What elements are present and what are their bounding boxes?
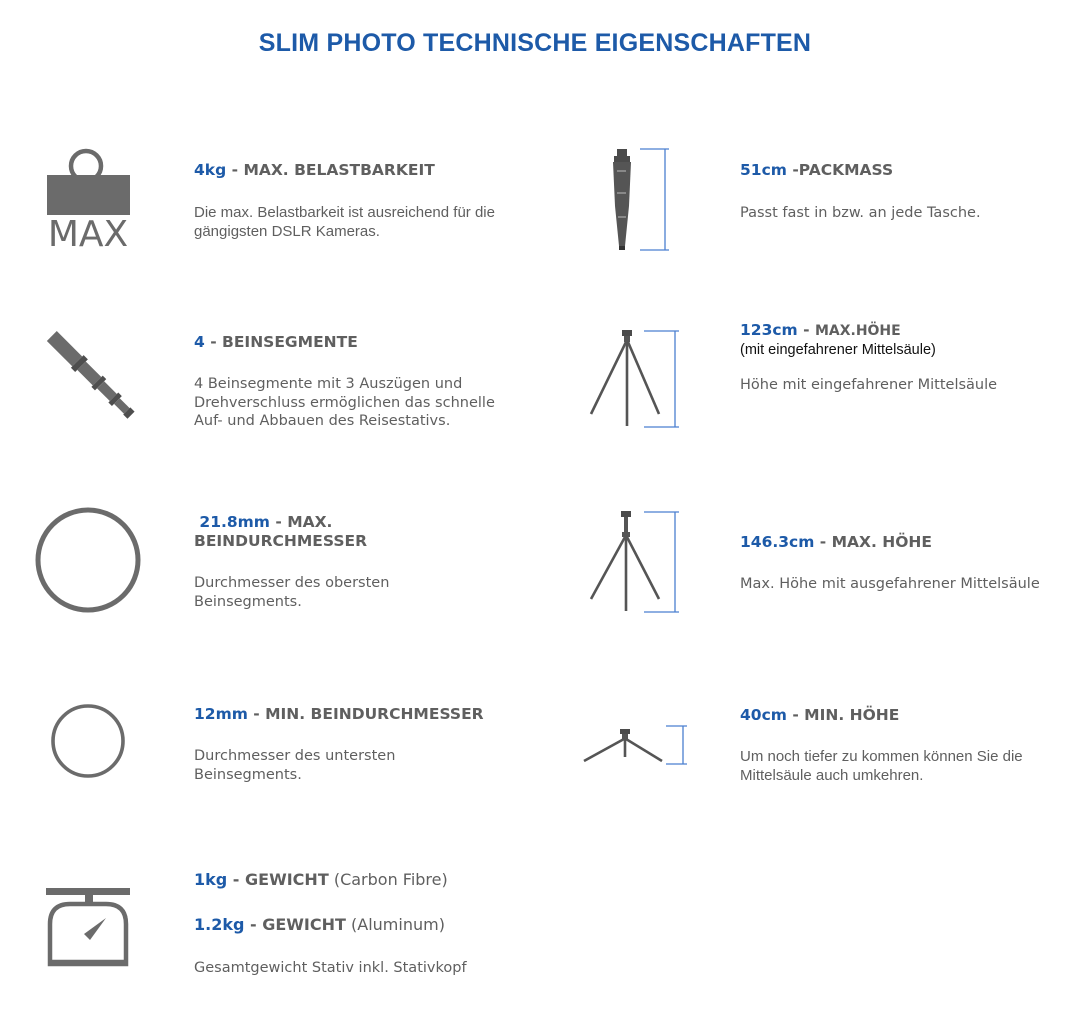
separator: - — [269, 513, 288, 531]
feature-max-height-retracted — [740, 321, 1060, 395]
feature-heading — [740, 533, 1060, 552]
separator: - — [204, 333, 223, 351]
scale-icon — [46, 884, 132, 968]
feature-label: PACKMASS — [798, 161, 894, 179]
feature-description: Gesamtgewicht Stativ inkl. Stativkopf — [194, 960, 467, 976]
separator: - — [797, 321, 815, 339]
feature-leg-segments — [194, 333, 524, 431]
feature-heading — [740, 321, 1060, 341]
feature-heading-aluminum — [194, 915, 534, 934]
separator: - — [814, 533, 832, 551]
separator: - — [786, 706, 805, 724]
feature-label: MIN. BEINDURCHMESSER — [265, 705, 484, 723]
feature-description: Durchmesser des untersten Beinsegments. — [194, 748, 396, 783]
separator: - — [226, 161, 244, 179]
feature-description: Die max. Belastbarkeit ist ausreichend für die gängigsten DSLR Kameras. — [194, 204, 495, 240]
feature-value: 12mm — [194, 705, 248, 723]
folded-tripod-icon — [603, 146, 673, 254]
feature-heading — [194, 333, 524, 352]
feature-description: Um noch tiefer zu kommen können Sie die Mittelsäule auch umkehren. — [740, 748, 1023, 784]
feature-label: GEWICHT — [245, 870, 329, 889]
max-icon-label: MAX — [47, 214, 129, 250]
feature-max-leg-diameter — [194, 513, 524, 611]
feature-label: MIN. HÖHE — [804, 706, 900, 724]
feature-label: GEWICHT — [262, 915, 346, 934]
feature-value: 146.3cm — [740, 533, 815, 551]
feature-heading — [740, 706, 1060, 725]
separator: - — [247, 705, 266, 723]
feature-min-leg-diameter — [194, 705, 524, 784]
tripod-low-icon — [582, 723, 690, 769]
leg-segment-icon — [38, 323, 142, 431]
feature-label-line2: BEINDURCHMESSER — [194, 532, 368, 550]
material-carbon: (Carbon Fibre) — [328, 870, 448, 889]
feature-pack-size — [740, 161, 1060, 223]
feature-value-aluminum: 1.2kg — [194, 915, 245, 934]
feature-note: (mit eingefahrener Mittelsäule) — [740, 342, 936, 358]
feature-label: BEINSEGMENTE — [222, 333, 358, 351]
material-aluminum: (Aluminum) — [345, 915, 445, 934]
feature-heading — [194, 513, 524, 532]
feature-description: Max. Höhe mit ausgefahrener Mittelsäule — [740, 576, 1040, 592]
separator: - — [244, 915, 263, 934]
large-circle-icon — [34, 506, 142, 614]
feature-description: Passt fast in bzw. an jede Tasche. — [740, 205, 981, 221]
feature-heading — [740, 161, 1060, 180]
tripod-extended-icon — [585, 509, 685, 615]
feature-value: 123cm — [740, 321, 798, 339]
feature-value: 21.8mm — [199, 513, 270, 531]
feature-min-height — [740, 706, 1060, 785]
feature-heading — [194, 705, 524, 724]
feature-label: MAX. HÖHE — [831, 533, 932, 551]
feature-value: 4kg — [194, 161, 227, 179]
feature-value: 51cm — [740, 161, 787, 179]
feature-weight — [194, 870, 534, 978]
feature-label: MAX. BELASTBARKEIT — [243, 161, 435, 179]
small-circle-icon — [50, 703, 126, 779]
feature-value: 4 — [194, 333, 205, 351]
feature-heading — [194, 161, 524, 180]
feature-description: Höhe mit eingefahrener Mittelsäule — [740, 377, 998, 393]
feature-description: Durchmesser des obersten Beinsegments. — [194, 575, 390, 610]
feature-heading-carbon — [194, 870, 534, 889]
feature-label: MAX.HÖHE — [814, 323, 901, 339]
feature-label: MAX. — [287, 513, 333, 531]
feature-max-height — [740, 533, 1060, 594]
feature-value-carbon: 1kg — [194, 870, 228, 889]
weight-max-icon — [44, 146, 134, 250]
page-title: SLIM PHOTO TECHNISCHE EIGENSCHAFTEN — [258, 29, 812, 57]
separator: - — [227, 870, 246, 889]
feature-description: 4 Beinsegmente mit 3 Auszügen und Drehverschluss ermöglichen das schnelle Auf- und Abbauen des Reisestativs. — [194, 376, 495, 429]
feature-value: 40cm — [740, 706, 787, 724]
feature-load — [194, 161, 524, 241]
tripod-retracted-icon — [585, 328, 685, 430]
separator: - — [786, 161, 799, 179]
